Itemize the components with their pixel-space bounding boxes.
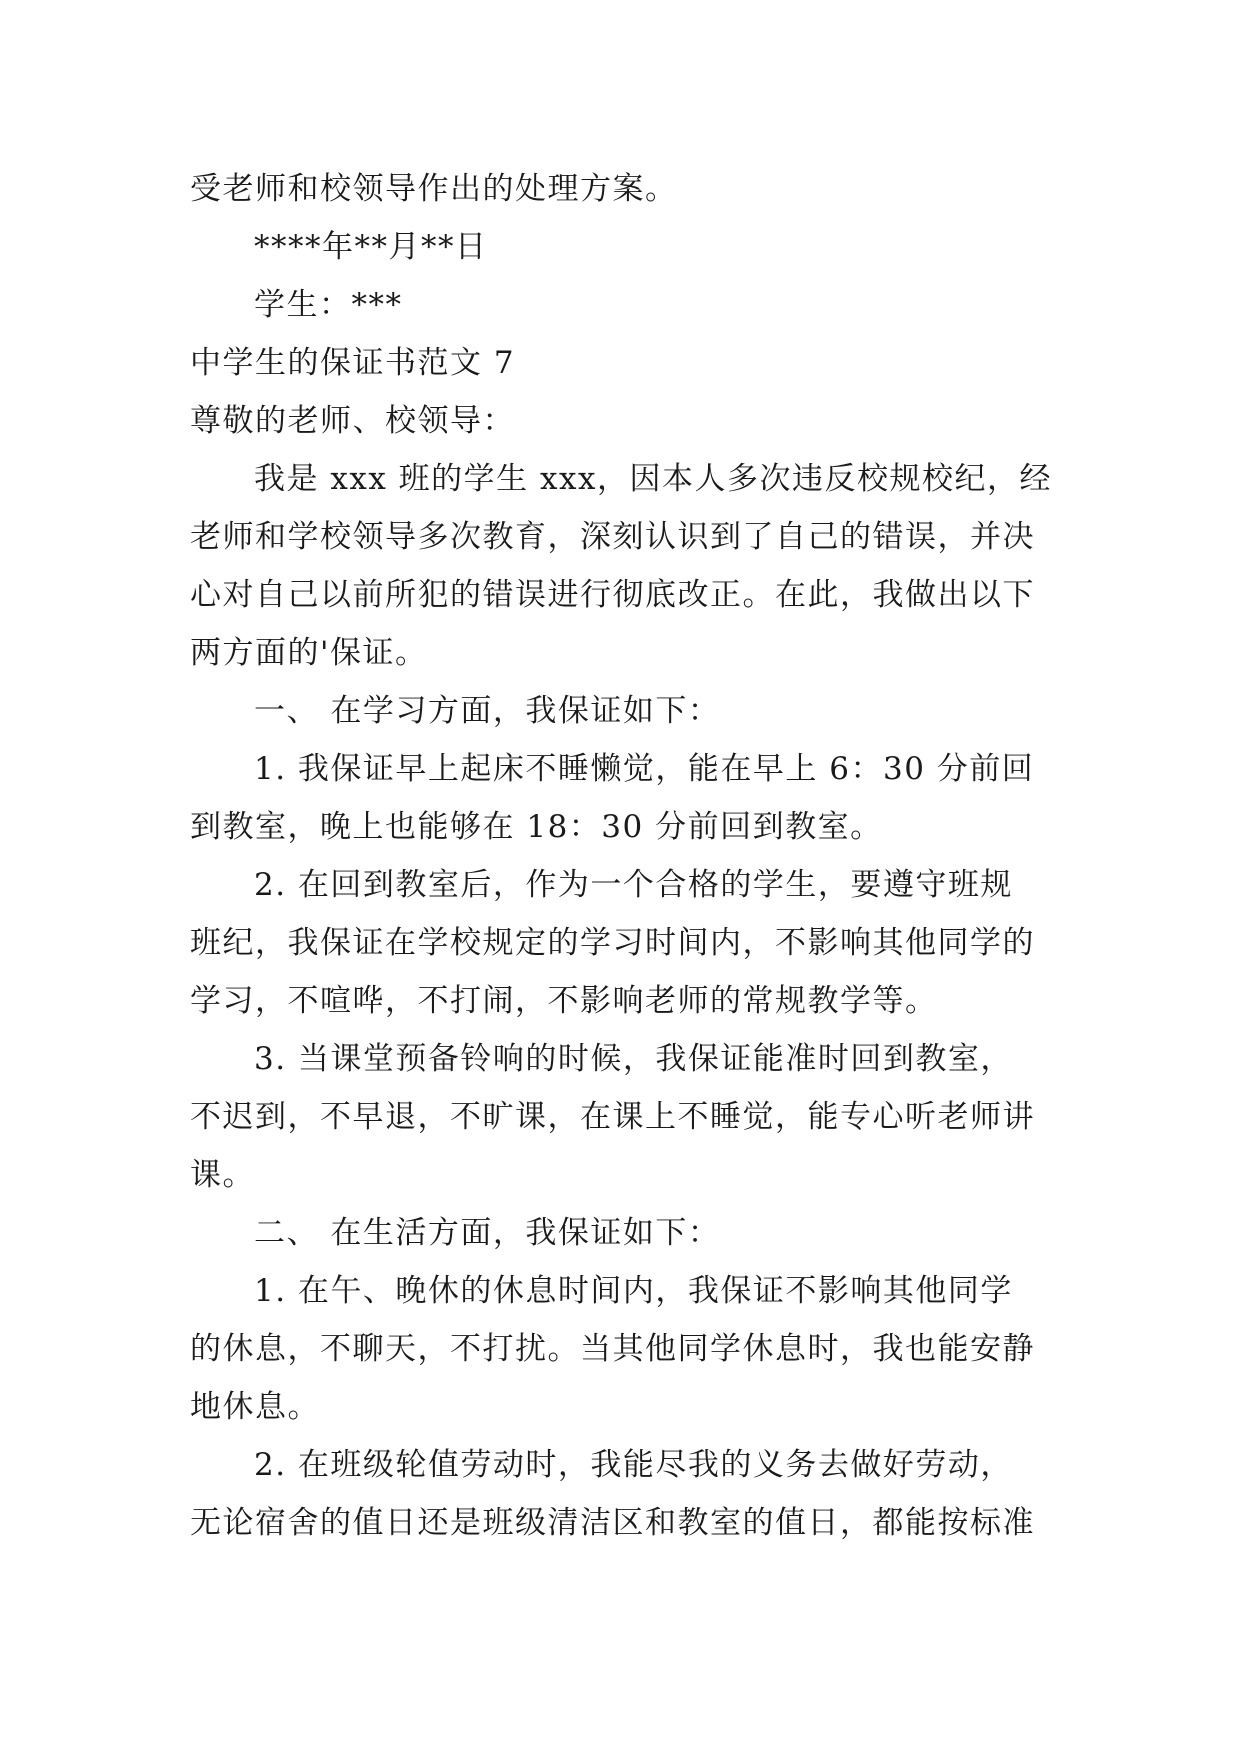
text-line: 我是 xxx 班的学生 xxx，因本人多次违反校规校纪，经 — [254, 461, 1052, 497]
text-line: 3. 当课堂预备铃响的时候，我保证能准时回到教室， — [254, 1041, 1013, 1077]
document-body — [190, 160, 1060, 1552]
text-line: 两方面的'保证。 — [190, 635, 428, 671]
text-line: 心对自己以前所犯的错误进行彻底改正。在此，我做出以下 — [190, 577, 1035, 613]
text-line: 到教室，晚上也能够在 18：30 分前回到教室。 — [190, 809, 883, 845]
salutation: 尊敬的老师、校领导： — [190, 403, 515, 439]
subheading: 二、 在生活方面，我保证如下： — [254, 1215, 721, 1251]
signature-line: 学生：*** — [254, 287, 403, 323]
text-line: 地休息。 — [190, 1389, 320, 1425]
text-line: 2. 在班级轮值劳动时，我能尽我的义务去做好劳动， — [254, 1447, 1013, 1483]
text-line: 的休息，不聊天，不打扰。当其他同学休息时，我也能安静 — [190, 1331, 1035, 1367]
text-line: 不迟到，不早退，不旷课，在课上不睡觉，能专心听老师讲 — [190, 1099, 1035, 1135]
text-line: 学习，不喧哗，不打闹，不影响老师的常规教学等。 — [190, 983, 938, 1019]
date-line: ****年**月**日 — [254, 229, 488, 265]
section-title: 中学生的保证书范文 7 — [190, 345, 516, 381]
text-line: 1. 我保证早上起床不睡懒觉，能在早上 6：30 分前回 — [254, 751, 1035, 787]
text-line: 受老师和校领导作出的处理方案。 — [190, 171, 678, 207]
text-line: 1. 在午、晚休的休息时间内，我保证不影响其他同学 — [254, 1273, 1013, 1309]
text-line: 无论宿舍的值日还是班级清洁区和教室的值日，都能按标准 — [190, 1505, 1035, 1541]
text-line: 2. 在回到教室后，作为一个合格的学生，要遵守班规 — [254, 867, 1013, 903]
subheading: 一、 在学习方面，我保证如下： — [254, 693, 721, 729]
text-line: 课。 — [190, 1157, 255, 1193]
text-line: 班纪，我保证在学校规定的学习时间内，不影响其他同学的 — [190, 925, 1035, 961]
text-line: 老师和学校领导多次教育，深刻认识到了自己的错误，并决 — [190, 519, 1035, 555]
